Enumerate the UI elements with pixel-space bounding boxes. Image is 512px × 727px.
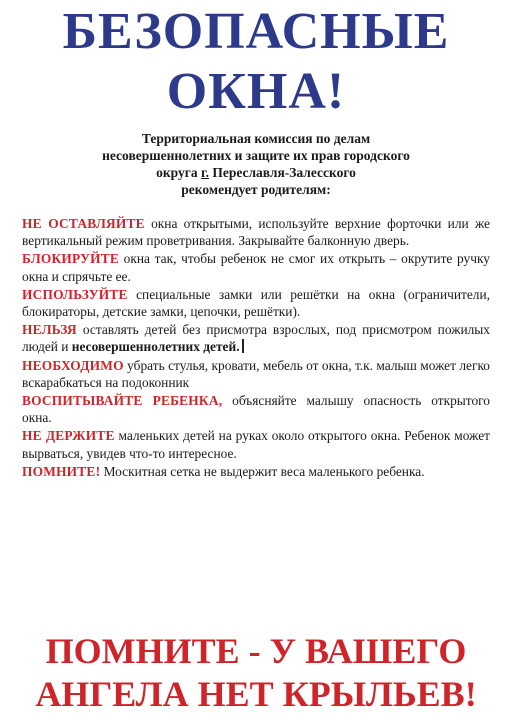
recommendation-bold-tail: несовершеннолетних детей. <box>71 339 240 355</box>
text-cursor <box>242 339 244 353</box>
recommendation-lead: НЕ ОСТАВЛЯЙТЕ <box>22 216 145 231</box>
recommendation-lead: НЕЛЬЗЯ <box>22 322 77 338</box>
recommendation-text: маленьких детей на руках около открытого окна. Ребенок может вырваться, увидев что-то интересное. <box>22 428 490 461</box>
recommendations <box>22 215 490 481</box>
recommendation-item <box>22 215 490 249</box>
page-title <box>22 0 490 122</box>
recommendation-text: оставлять детей без присмотра взрослых, под присмотром пожилых людей и <box>22 322 490 355</box>
recommendation-item <box>22 286 490 320</box>
subtitle-line-1: Территориальная комиссия по делам <box>141 131 371 146</box>
recommendation-item <box>22 250 490 284</box>
title-line-1: БЕЗОПАСНЫЕ <box>62 3 450 60</box>
footer-line-1: ПОМНИТЕ - У ВАШЕГО <box>45 631 467 671</box>
subtitle-city-abbrev: г. <box>200 165 209 180</box>
recommendation-item <box>22 392 490 426</box>
recommendation-item <box>22 463 490 480</box>
title-line-2: ОКНА! <box>166 63 346 120</box>
footer-line-2: АНГЕЛА НЕТ КРЫЛЬЕВ! <box>35 674 477 714</box>
recommendation-lead: ПОМНИТЕ! <box>22 463 101 479</box>
subtitle-line-3-suffix: Переславля-Залесского <box>208 165 356 180</box>
recommendation-item <box>22 357 490 391</box>
recommendation-lead: НЕ ДЕРЖИТЕ <box>22 428 115 444</box>
recommendation-lead: БЛОКИРУЙТЕ <box>22 251 119 267</box>
recommendation-lead: НЕОБХОДИМО <box>22 357 124 373</box>
recommendation-text: объясняйте малышу опасность открытого окна. <box>22 393 490 426</box>
subtitle-line-3-prefix: округа <box>156 165 201 180</box>
recommendation-text: окна открытыми, используйте верхние форточки или же вертикальный режим проветривания. Закрывайте балконную дверь. <box>22 216 491 249</box>
subtitle <box>22 130 490 198</box>
recommendation-lead: ВОСПИТЫВАЙТЕ РЕБЕНКА, <box>22 393 223 409</box>
recommendation-lead: ИСПОЛЬЗУЙТЕ <box>22 286 128 302</box>
subtitle-line-4: рекомендует родителям: <box>181 182 331 197</box>
recommendation-item <box>22 427 490 461</box>
subtitle-line-3 <box>22 164 490 181</box>
recommendation-text: убрать стулья, кровати, мебель от окна, т.к. малыш может легко вскарабкаться на подоконник <box>22 357 490 390</box>
subtitle-line-2: несовершеннолетних и защите их прав городского <box>102 148 410 163</box>
recommendation-text: специальные замки или решётки на окна (ограничители, блокираторы, детские замки, цепочки, решётки). <box>22 286 490 320</box>
recommendation-text: Москитная сетка не выдержит веса маленького ребенка. <box>100 463 425 479</box>
recommendation-item <box>22 321 490 355</box>
footer-slogan <box>0 630 512 716</box>
recommendation-text: окна так, чтобы ребенок не смог их открыть – окрутите ручку окна и спрячьте ее. <box>22 251 490 284</box>
